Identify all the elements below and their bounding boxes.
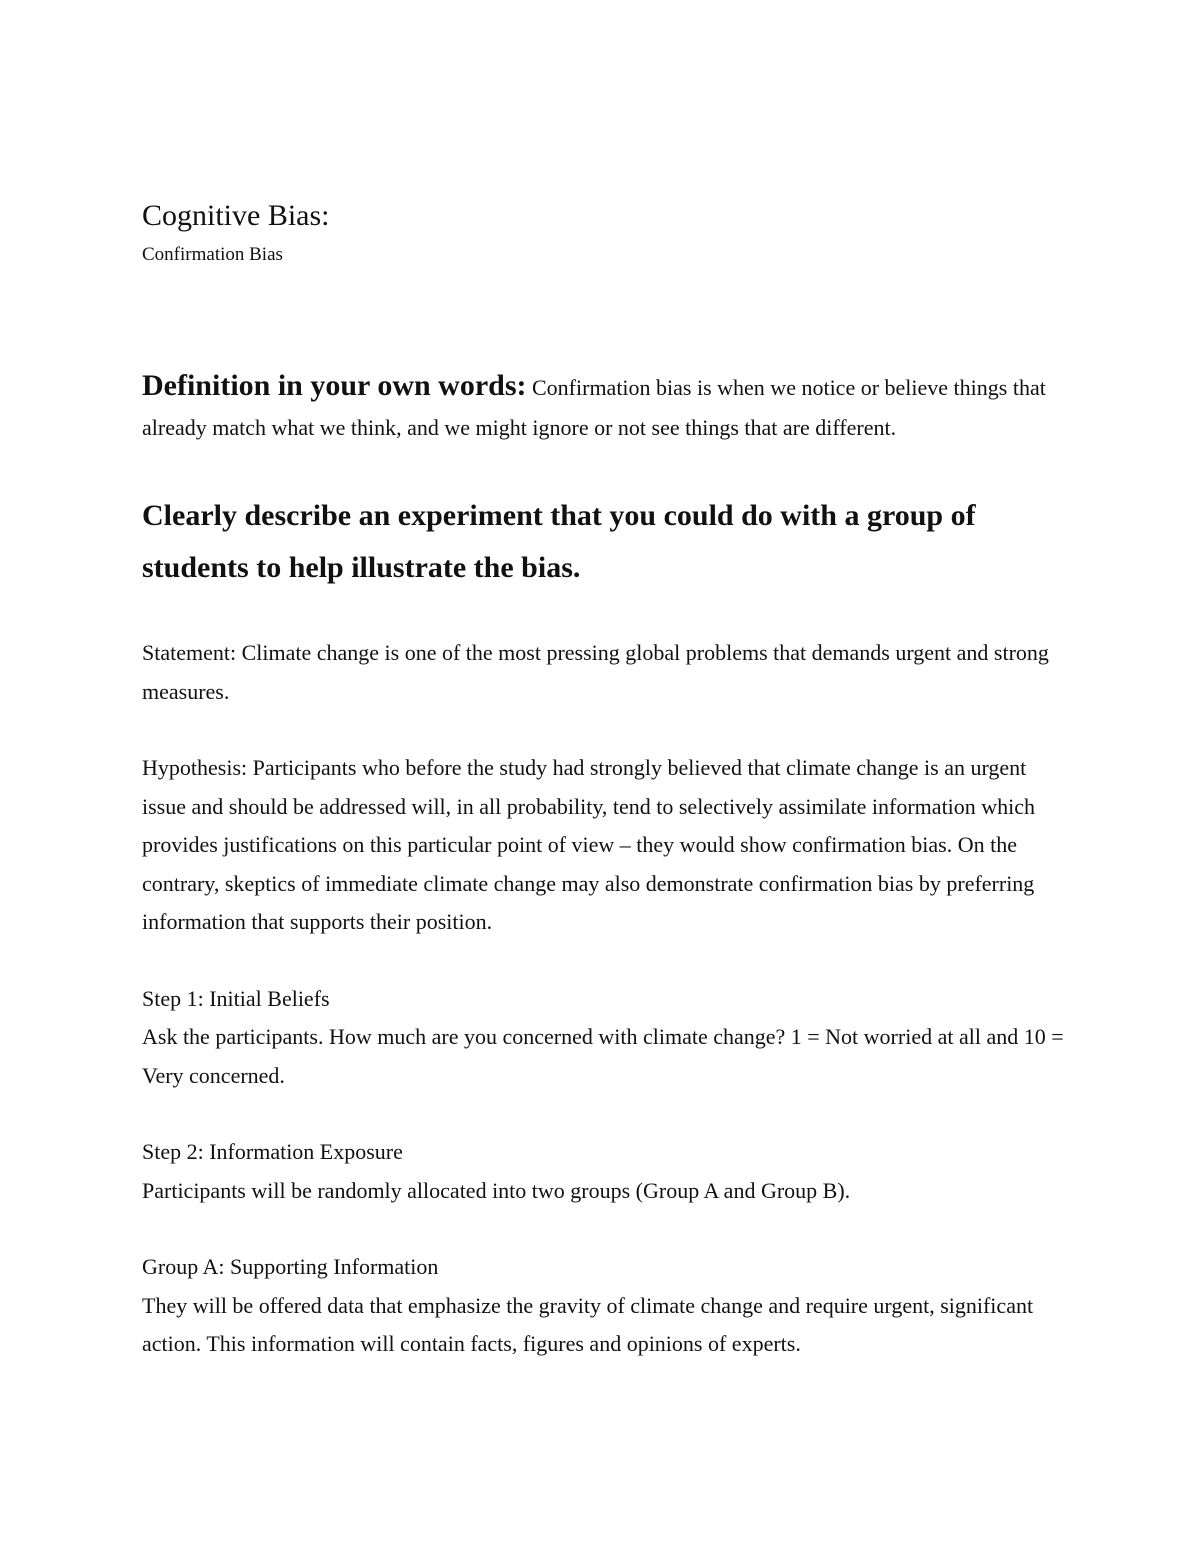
definition-label: Definition in your own words:: [142, 369, 527, 402]
hypothesis-paragraph: Hypothesis: Participants who before the study had strongly believed that climate change is an urgent issue and should be addressed will, in all probability, tend to selectively assimilate information which provides justifications on this particular point of view – they would show confirmation bias. On the contrary, skeptics of immediate climate change may also demonstrate confirmation bias by preferring information that supports their position.: [142, 755, 1036, 934]
step2-text: Participants will be randomly allocated into two groups (Group A and Group B).: [142, 1177, 851, 1203]
experiment-question-heading: Clearly describe an experiment that you could do with a group of students to help illustrate the bias.: [142, 499, 976, 584]
step1-text: Ask the participants. How much are you concerned with climate change? 1 = Not worried at all and 10 = Very concerned.: [142, 1024, 1064, 1088]
definition-text: Confirmation bias is when we notice or believe things that already match what we think, and we might ignore or not see things that are different.: [142, 375, 1046, 440]
step1-title: Step 1: Initial Beliefs: [142, 985, 330, 1011]
document-subtitle: Confirmation Bias: [142, 244, 283, 265]
document-page: [142, 196, 1072, 1364]
group-a-title: Group A: Supporting Information: [142, 1254, 439, 1279]
step2-title: Step 2: Information Exposure: [142, 1139, 403, 1164]
document-title: Cognitive Bias:: [142, 199, 330, 232]
statement-paragraph: Statement: Climate change is one of the most pressing global problems that demands urgent and strong measures.: [142, 640, 1049, 704]
group-a-text: They will be offered data that emphasize the gravity of climate change and require urgent, significant action. This information will contain facts, figures and opinions of experts.: [142, 1292, 1034, 1356]
definition-paragraph: [142, 366, 1072, 448]
